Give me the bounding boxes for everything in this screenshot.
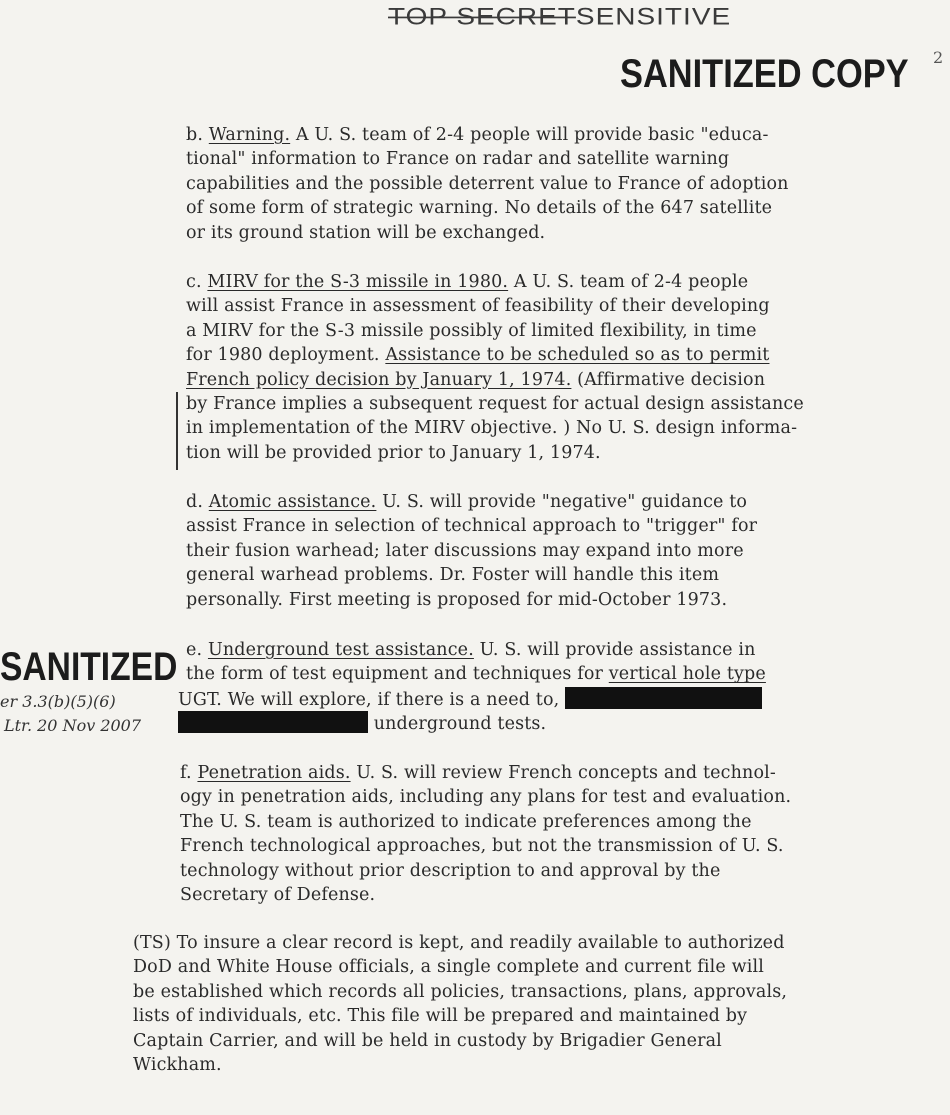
text-line: UGT. — [178, 689, 222, 710]
text-line: lists of individuals, etc. This file will be prepared and maintained by — [133, 1006, 748, 1027]
text-line: The U. S. team is authorized to indicate preferences among the — [180, 811, 752, 832]
text-line: of some form of strategic warning. No details of the 647 satellite — [186, 198, 773, 219]
paragraph-ts — [133, 931, 787, 1077]
text-line: in implementation of the MIRV objective. ) No U. S. design informa- — [186, 418, 798, 439]
text-line: tion will be provided prior to January 1, 1974. — [186, 442, 601, 463]
paragraph-label: e. — [186, 640, 203, 660]
text-line: Wickham. — [133, 1054, 222, 1075]
text-line: We will explore, if there is a need to, — [222, 689, 560, 710]
classification-header — [388, 3, 731, 30]
paragraph-heading: MIRV for the S-3 missile in 1980. — [207, 272, 509, 292]
sanitized-stamp: SANITIZED — [0, 645, 178, 689]
text-line: (TS) To insure a clear record is kept, and readily available to authorized — [133, 933, 785, 953]
text-line: underground tests. — [368, 714, 547, 735]
text-line: the form of test equipment and techniques for — [186, 664, 609, 685]
text-line: general warhead problems. Dr. Foster will handle this item — [186, 565, 720, 586]
margin-mark — [176, 392, 178, 470]
redaction-block — [565, 687, 762, 709]
handwritten-underline-text: French policy decision by January 1, 1974. — [186, 369, 572, 390]
text-line: French technological approaches, but not the transmission of U. S. — [180, 836, 784, 857]
text-line: capabilities and the possible deterrent value to France of adoption — [186, 173, 789, 194]
handwritten-underline-text: Assistance to be scheduled so as to permit — [385, 345, 770, 366]
text-line: Secretary of Defense. — [180, 884, 376, 905]
text-line: U. S. will review French concepts and technol- — [350, 763, 776, 783]
paragraph-f — [180, 761, 791, 907]
paragraph-c — [186, 270, 804, 465]
paragraph-label: d. — [186, 492, 204, 512]
paragraph-heading: Penetration aids. — [197, 763, 351, 783]
text-line: A U. S. team of 2-4 people will provide basic "educa- — [290, 125, 769, 145]
text-line: tional" information to France on radar and satellite warning — [186, 149, 730, 170]
page-number: 2 — [933, 48, 944, 67]
text-line: technology without prior description to and approval by the — [180, 860, 721, 881]
handwritten-underline-text: vertical hole type — [608, 664, 766, 685]
text-line: be established which records all policies, transactions, plans, approvals, — [133, 981, 788, 1002]
sanitized-copy-stamp: SANITIZED COPY — [620, 52, 909, 96]
text-line: A U. S. team of 2-4 people — [508, 272, 749, 292]
text-line: U. S. will provide assistance in — [473, 640, 756, 660]
text-line: their fusion warhead; later discussions may expand into more — [186, 540, 744, 561]
text-line: U. S. will provide "negative" guidance to — [376, 492, 748, 512]
redaction-block — [178, 711, 368, 733]
text-line: Captain Carrier, and will be held in custody by Brigadier General — [133, 1030, 722, 1051]
paragraph-b — [186, 123, 789, 245]
text-line: for 1980 deployment. — [186, 345, 386, 366]
text-line: or its ground station will be exchanged. — [186, 222, 546, 243]
paragraph-heading: Atomic assistance. — [208, 492, 377, 512]
paragraph-heading: Warning. — [208, 125, 291, 145]
text-line: personally. First meeting is proposed for mid-October 1973. — [186, 589, 728, 610]
text-line: ogy in penetration aids, including any plans for test and evaluation. — [180, 787, 792, 808]
classification-marking: SENSITIVE — [575, 3, 732, 30]
paragraph-heading: Underground test assistance. — [207, 640, 474, 660]
paragraph-d — [186, 490, 757, 612]
paragraph-e — [178, 638, 766, 736]
stamp-date-line: Ltr. 20 Nov 2007 — [4, 716, 142, 735]
text-line: by France implies a subsequent request for actual design assistance — [186, 393, 804, 414]
text-line: will assist France in assessment of feasibility of their developing — [186, 296, 770, 317]
paragraph-label: f. — [180, 763, 192, 783]
stamp-authority-line: er 3.3(b)(5)(6) — [0, 692, 116, 711]
paragraph-label: c. — [186, 272, 202, 292]
text-line: DoD and White House officials, a single complete and current file will — [133, 957, 764, 978]
text-line: assist France in selection of technical approach to "trigger" for — [186, 516, 758, 537]
paragraph-label: b. — [186, 125, 204, 145]
text-line: a MIRV for the S-3 missile possibly of limited flexibility, in time — [186, 320, 757, 341]
struck-classification: TOP SECRET — [388, 3, 576, 30]
text-line: (Affirmative decision — [571, 369, 766, 390]
